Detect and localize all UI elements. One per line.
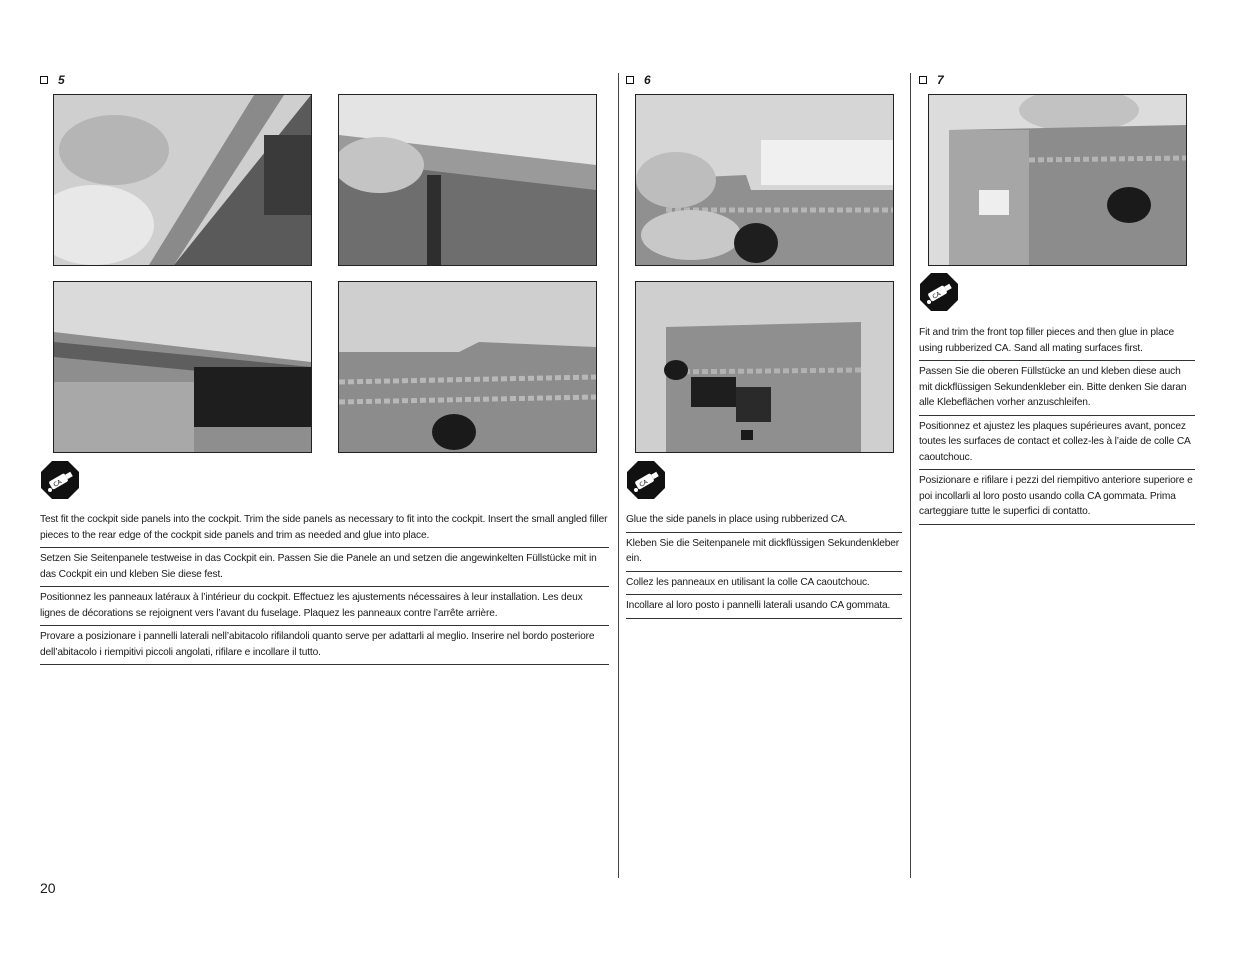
instruction-english: Fit and trim the front top filler pieces and then glue in place using rubberized CA. Sand all mating surfaces first. <box>919 322 1195 361</box>
step-7-header <box>919 73 944 87</box>
instruction-french: Collez les panneaux en utilisant la colle CA caoutchouc. <box>626 572 902 596</box>
instruction-french: Positionnez et ajustez les plaques supérieures avant, poncez toutes les surfaces de contact et collez-les à l’aide de colle CA caoutchouc. <box>919 416 1195 471</box>
step-7-photo-1 <box>928 94 1187 266</box>
ca-glue-bottle-icon <box>626 460 666 500</box>
step-7-instructions <box>919 322 1195 525</box>
step-5-photo-4 <box>338 281 597 453</box>
instruction-german: Kleben Sie die Seitenpanele mit dickflüssigen Sekundenkleber ein. <box>626 533 902 572</box>
step-5-header <box>40 73 65 87</box>
instruction-italian: Posizionare e rifilare i pezzi del riempitivo anteriore superiore e poi incollarli al loro posto usando colla CA gommata. Prima carteggiare tutte le superfici di contatto. <box>919 470 1195 525</box>
instruction-italian: Incollare al loro posto i pannelli laterali usando CA gommata. <box>626 595 902 619</box>
column-divider <box>910 73 911 878</box>
instruction-german: Setzen Sie Seitenpanele testweise in das Cockpit ein. Passen Sie die Panele an und setzen die angewinkelten Füllstücke mit in das Cockpit ein und kleben Sie diese fest. <box>40 548 609 587</box>
checkbox-icon[interactable] <box>919 76 927 84</box>
column-divider <box>618 73 619 878</box>
step-6-photo-1 <box>635 94 894 266</box>
ca-glue-bottle-icon <box>40 460 80 500</box>
step-5-photo-2 <box>338 94 597 266</box>
step-5-instructions <box>40 509 609 665</box>
step-6-photo-2 <box>635 281 894 453</box>
page-number: 20 <box>40 880 56 896</box>
checkbox-icon[interactable] <box>40 76 48 84</box>
step-number: 6 <box>644 73 651 87</box>
step-number: 7 <box>937 73 944 87</box>
instruction-english: Test fit the cockpit side panels into the cockpit. Trim the side panels as necessary to fit into the cockpit. Insert the small angled filler pieces to the rear edge of the cockpit side panels and trim as needed and glue into place. <box>40 509 609 548</box>
svg-text:CA: CA <box>52 478 64 489</box>
step-5-photo-3 <box>53 281 312 453</box>
instruction-french: Positionnez les panneaux latéraux à l’intérieur du cockpit. Effectuez les ajustements nécessaires à leur installation. Les deux lignes de décorations se rejoignent vers l’avant du fuselage. Plaquez les panneaux contre l’arrête arrière. <box>40 587 609 626</box>
step-6-header <box>626 73 651 87</box>
step-number: 5 <box>58 73 65 87</box>
ca-glue-bottle-icon <box>919 272 959 312</box>
instruction-italian: Provare a posizionare i pannelli laterali nell’abitacolo rifilandoli quanto serve per adattarli al meglio. Inserire nel bordo posteriore dell’abitacolo i riempitivi piccoli angolati, rifilare e incollare il tutto. <box>40 626 609 665</box>
step-5-photo-1 <box>53 94 312 266</box>
instruction-english: Glue the side panels in place using rubberized CA. <box>626 509 902 533</box>
instruction-german: Passen Sie die oberen Füllstücke an und kleben diese auch mit dickflüssigen Sekundenkleber ein. Bitte denken Sie daran alle Klebeflächen vorher anzuschleifen. <box>919 361 1195 416</box>
checkbox-icon[interactable] <box>626 76 634 84</box>
svg-text:CA: CA <box>638 478 650 489</box>
svg-text:CA: CA <box>931 290 943 301</box>
step-6-instructions <box>626 509 902 619</box>
